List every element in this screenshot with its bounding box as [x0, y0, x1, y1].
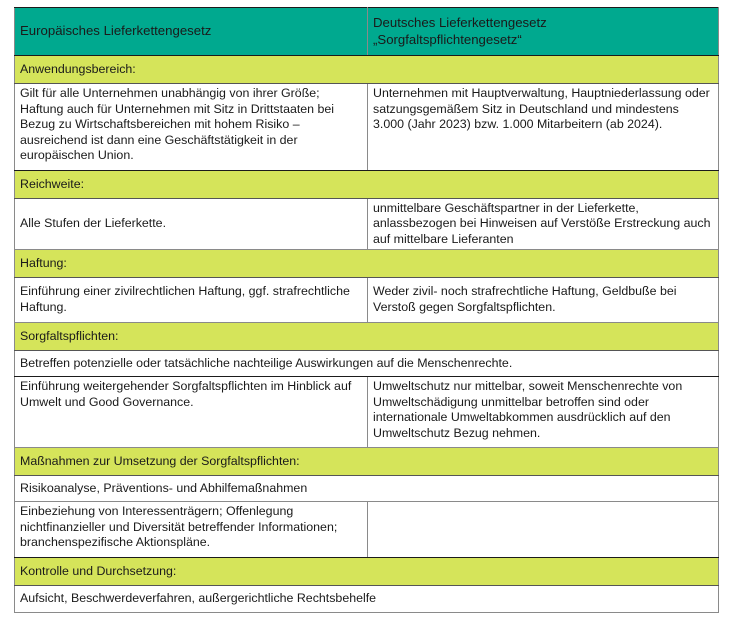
- table-row-full: [15, 351, 719, 377]
- section-title: Reichweite:: [15, 171, 719, 199]
- section-title: Kontrolle und Durchsetzung:: [15, 558, 719, 586]
- table-row: [15, 278, 719, 323]
- table-row: [15, 502, 719, 558]
- section-title: Anwendungsbereich:: [15, 56, 719, 84]
- cell-eu: Alle Stufen der Lieferkette.: [15, 199, 368, 250]
- cell-de: Weder zivil- noch strafrechtliche Haftung, Geldbuße bei Verstoß gegen Sorgfaltspflichten.: [368, 278, 719, 323]
- section-title: Maßnahmen zur Umsetzung der Sorgfaltspflichten:: [15, 448, 719, 476]
- section-row-kontrolle: [15, 558, 719, 586]
- cell-full: Betreffen potenzielle oder tatsächliche nachteilige Auswirkungen auf die Menschenrechte.: [15, 351, 719, 377]
- section-row-anwendungsbereich: [15, 56, 719, 84]
- table-row-full: [15, 586, 719, 613]
- section-title: Sorgfaltspflichten:: [15, 323, 719, 351]
- table-row-full: [15, 476, 719, 502]
- header-de: [368, 8, 719, 56]
- cell-full: Aufsicht, Beschwerdeverfahren, außergerichtliche Rechtsbehelfe: [15, 586, 719, 613]
- section-row-reichweite: [15, 171, 719, 199]
- cell-de: unmittelbare Geschäftspartner in der Lieferkette, anlassbezogen bei Hinweisen auf Verstöße Erstreckung auch auf mittelbare Lieferanten: [368, 199, 719, 250]
- cell-eu: Einführung weitergehender Sorgfaltspflichten im Hinblick auf Umwelt und Good Governance.: [15, 377, 368, 448]
- cell-eu: Einführung einer zivilrechtlichen Haftung, ggf. strafrechtliche Haftung.: [15, 278, 368, 323]
- header-de-line1: Deutsches Lieferkettengesetz: [373, 15, 547, 30]
- cell-eu: Einbeziehung von Interessenträgern; Offenlegung nichtfinanzieller und Diversität betreffender Informationen; branchenspezifische Aktionspläne.: [15, 502, 368, 558]
- cell-de: Unternehmen mit Hauptverwaltung, Hauptniederlassung oder satzungsgemäßem Sitz in Deutschland und mindestens 3.000 (Jahr 2023) bzw. 1.000 Mitarbeitern (ab 2024).: [368, 84, 719, 171]
- cell-full: Risikoanalyse, Präventions- und Abhilfemaßnahmen: [15, 476, 719, 502]
- table-row: [15, 377, 719, 448]
- section-row-massnahmen: [15, 448, 719, 476]
- section-title: Haftung:: [15, 250, 719, 278]
- table-row: [15, 84, 719, 171]
- section-row-sorgfaltspflichten: [15, 323, 719, 351]
- comparison-table: [14, 7, 719, 613]
- header-row: [15, 8, 719, 56]
- table-row: [15, 199, 719, 250]
- cell-de: [368, 502, 719, 558]
- header-de-line2: „Sorgfaltspflichtengesetz“: [373, 31, 522, 47]
- cell-eu: Gilt für alle Unternehmen unabhängig von ihrer Größe; Haftung auch für Unternehmen mit Sitz in Drittstaaten bei Bezug zu Wirtschaftsbereichen mit hohem Risiko – ausreichend ist dann eine Geschäftstätigkeit in der europäischen Union.: [15, 84, 368, 171]
- header-eu: Europäisches Lieferkettengesetz: [15, 8, 368, 56]
- section-row-haftung: [15, 250, 719, 278]
- cell-de: Umweltschutz nur mittelbar, soweit Menschenrechte von Umweltschädigung unmittelbar betroffen sind oder internationale Umweltabkommen ausdrücklich auf den Umweltschutz Bezug nehmen.: [368, 377, 719, 448]
